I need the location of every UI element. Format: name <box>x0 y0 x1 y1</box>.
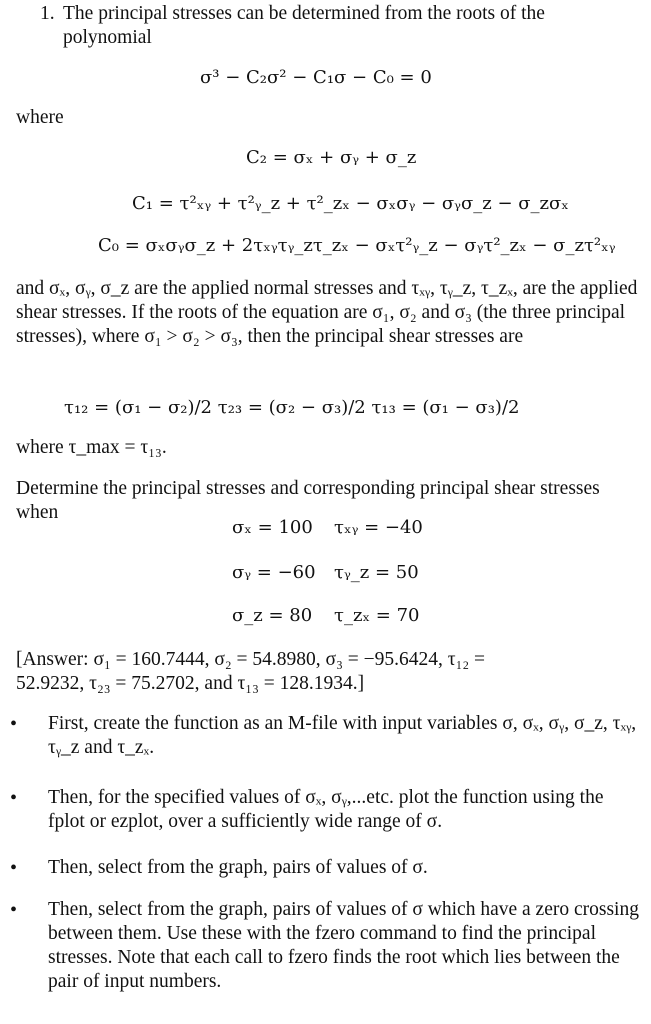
c1-equation: C₁ = τ²ₓᵧ + τ²ᵧ_z + τ²_zₓ − σₓσᵧ − σᵧσ_z − σ_zσₓ <box>132 193 569 214</box>
bullet-dot: • <box>10 713 18 735</box>
tau-zx-value: τ_zₓ = 70 <box>334 605 420 626</box>
c0-equation: C₀ = σₓσᵧσ_z + 2τₓᵧτᵧ_zτ_zₓ − σₓτ²ᵧ_z − σᵧτ²_zₓ − σ_zτ²ₓᵧ <box>98 235 616 256</box>
bullet-item-2: Then, for the specified values of σₓ, σᵧ,...etc. plot the function using the fplot or ezplot, over a sufficiently wide range of σ. <box>48 787 604 832</box>
bullet-item-3: Then, select from the graph, pairs of values of σ. <box>48 857 428 878</box>
tmax-line: where τ_max = τ₁₃. <box>16 437 167 458</box>
c2-equation: C₂ = σₓ + σᵧ + σ_z <box>246 147 417 168</box>
answer-line-2: 52.9232, τ₂₃ = 75.2702, and τ₁₃ = 128.1934.] <box>16 673 365 694</box>
sigma-x-value: σₓ = 100 <box>232 517 313 538</box>
bullet-dot: • <box>10 787 18 809</box>
bullet-item-1: First, create the function as an M-file with input variables σ, σₓ, σᵧ, σ_z, τₓᵧ, τᵧ_z and τ_zₓ. <box>48 713 637 758</box>
polynomial-equation: σ³ − C₂σ² − C₁σ − C₀ = 0 <box>200 67 432 88</box>
determine-paragraph: Determine the principal stresses and corresponding principal shear stresses when <box>16 478 600 523</box>
where-label: where <box>16 107 64 128</box>
explanation-paragraph: and σₓ, σᵧ, σ_z are the applied normal stresses and τₓᵧ, τᵧ_z, τ_zₓ, are the applied shear stresses. If the roots of the equation are σ₁, σ₂ and σ₃ (the three principal stresses), where σ₁ > σ₂ > σ₃, then the principal shear stresses are <box>16 278 638 347</box>
bullet-dot: • <box>10 857 18 879</box>
answer-line-1: [Answer: σ₁ = 160.7444, σ₂ = 54.8980, σ₃ = −95.6424, τ₁₂ = <box>16 649 486 670</box>
shear-equations: τ₁₂ = (σ₁ − σ₂)/2 τ₂₃ = (σ₂ − σ₃)/2 τ₁₃ = (σ₁ − σ₃)/2 <box>64 397 520 418</box>
tau-yz-value: τᵧ_z = 50 <box>334 562 419 583</box>
bullet-dot: • <box>10 899 18 921</box>
intro-line-1: The principal stresses can be determined from the roots of the <box>63 3 545 24</box>
tau-xy-value: τₓᵧ = −40 <box>334 517 423 538</box>
intro-line-2: polynomial <box>63 27 152 48</box>
bullet-item-4: Then, select from the graph, pairs of values of σ which have a zero crossing between them. Use these with the fzero command to find the principal stresses. Note that each call to fzero finds the root which lies between the pair of input numbers. <box>48 899 639 992</box>
sigma-z-value: σ_z = 80 <box>232 605 313 626</box>
item-number: 1. <box>40 3 55 24</box>
sigma-y-value: σᵧ = −60 <box>232 562 316 583</box>
